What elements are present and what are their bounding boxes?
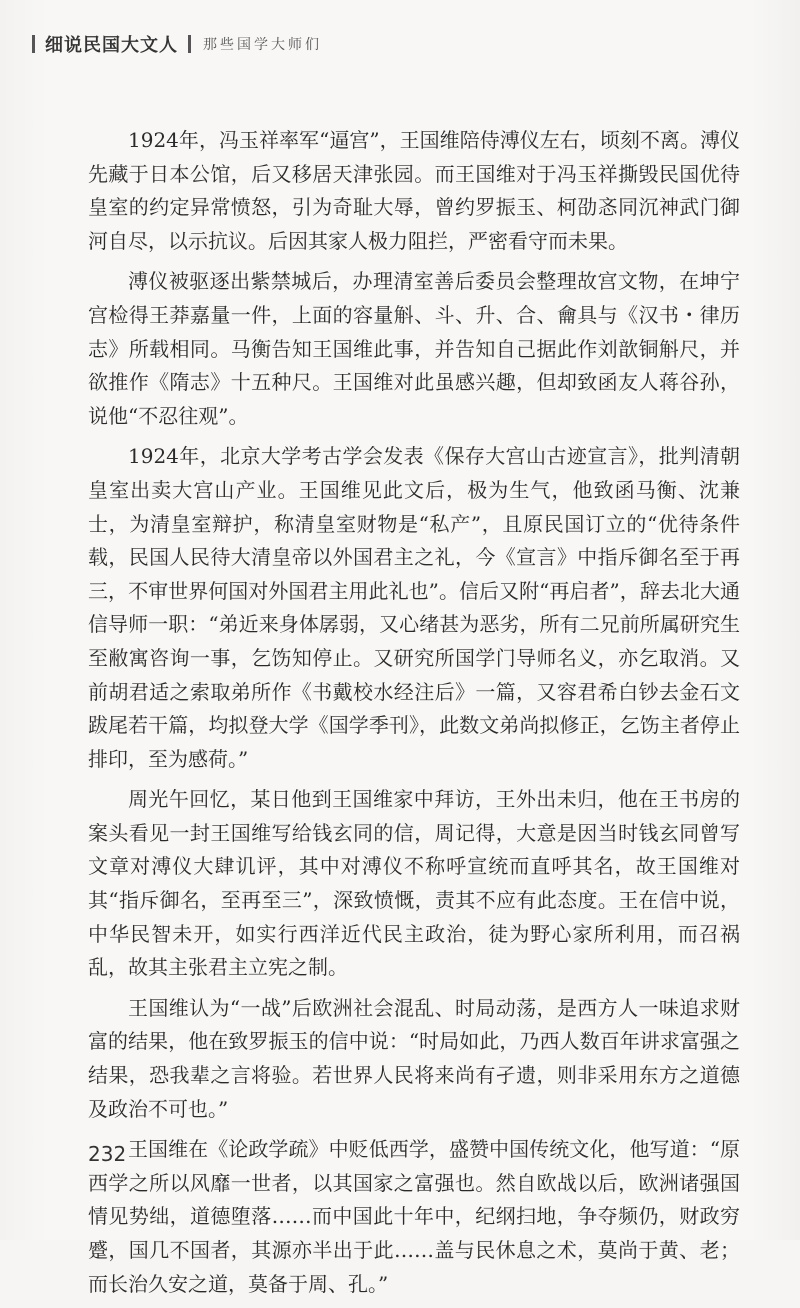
- header-left-bar: [32, 35, 35, 53]
- page-number: 232: [88, 1142, 127, 1166]
- paragraph: 王国维认为“一战”后欧洲社会混乱、时局动荡，是西方人一味追求财富的结果，他在致罗振玉的信中说：“时局如此，乃西人数百年讲求富强之结果，恐我辈之言将验。若世界人民将来尚有孑遗，则非采用东方之道德及政治不可也。”: [88, 995, 740, 1121]
- paragraph: 王国维在《论政学疏》中贬低西学，盛赞中国传统文化，他写道：“原西学之所以风靡一世者，以其国家之富强也。然自欧战以后，欧洲诸强国情见势绌，道德堕落……而中国此十年中，纪纲扫地，争夺频仍，财政穷蹙，国几不国者，其源亦半出于此……盖与民休息之术，莫尚于黄、老；而长治久安之道，莫备于周、孔。”: [88, 1137, 740, 1296]
- body-text: [88, 124, 740, 1308]
- book-subtitle: 那些国学大师们: [203, 37, 322, 53]
- header-divider: [188, 35, 191, 53]
- paragraph: 周光午回忆，某日他到王国维家中拜访，王外出未归，他在王书房的案头看见一封王国维写给钱玄同的信，周记得，大意是因当时钱玄同曾写文章对溥仪大肆讥评，其中对溥仪不称呼宣统而直呼其名，故王国维对其“指斥御名，至再至三”，深致愤慨，责其不应有此态度。王在信中说，中华民智未开，如实行西洋近代民主政治，徒为野心家所利用，而召祸乱，故其主张君主立宪之制。: [88, 787, 740, 980]
- series-title: 细说民国大文人: [45, 35, 178, 56]
- running-header: [32, 30, 322, 58]
- paragraph: 溥仪被驱逐出紫禁城后，办理清室善后委员会整理故宫文物，在坤宁宫检得王莽嘉量一件，上面的容量斛、斗、升、合、龠具与《汉书・律历志》所载相同。马衡告知王国维此事，并告知自己据此作刘歆铜斛尺，并欲推作《隋志》十五种尺。王国维对此虽感兴趣，但却致函友人蒋谷孙，说他“不忍往观”。: [88, 269, 740, 428]
- paragraph: 1924年，北京大学考古学会发表《保存大宫山古迹宣言》，批判清朝皇室出卖大宫山产业。王国维见此文后，极为生气，他致函马衡、沈兼士，为清皇室辩护，称清皇室财物是“私产”，且原民国订立的“优待条件载，民国人民待大清皇帝以外国君主之礼，今《宣言》中指斥御名至于再三，不审世界何国对外国君主用此礼也”。信后又附“再启者”，辞去北大通信导师一职：“弟近来身体孱弱，又心绪甚为恶劣，所有二兄前所属研究生至敝寓咨询一事，乞饬知停止。又研究所国学门导师名义，亦乞取消。又前胡君适之索取弟所作《书戴校水经注后》一篇，又容君希白钞去金石文跋尾若干篇，均拟登大学《国学季刊》，此数文弟尚拟修正，乞饬主者停止排印，至为感荷。”: [88, 444, 740, 771]
- paragraph: 1924年，冯玉祥率军“逼宫”，王国维陪侍溥仪左右，顷刻不离。溥仪先藏于日本公馆，后又移居天津张园。而王国维对于冯玉祥撕毁民国优待皇室的约定异常愤怒，引为奇耻大辱，曾约罗振玉、柯劭忞同沉神武门御河自尽，以示抗议。后因其家人极力阻拦，严密看守而未果。: [88, 128, 740, 253]
